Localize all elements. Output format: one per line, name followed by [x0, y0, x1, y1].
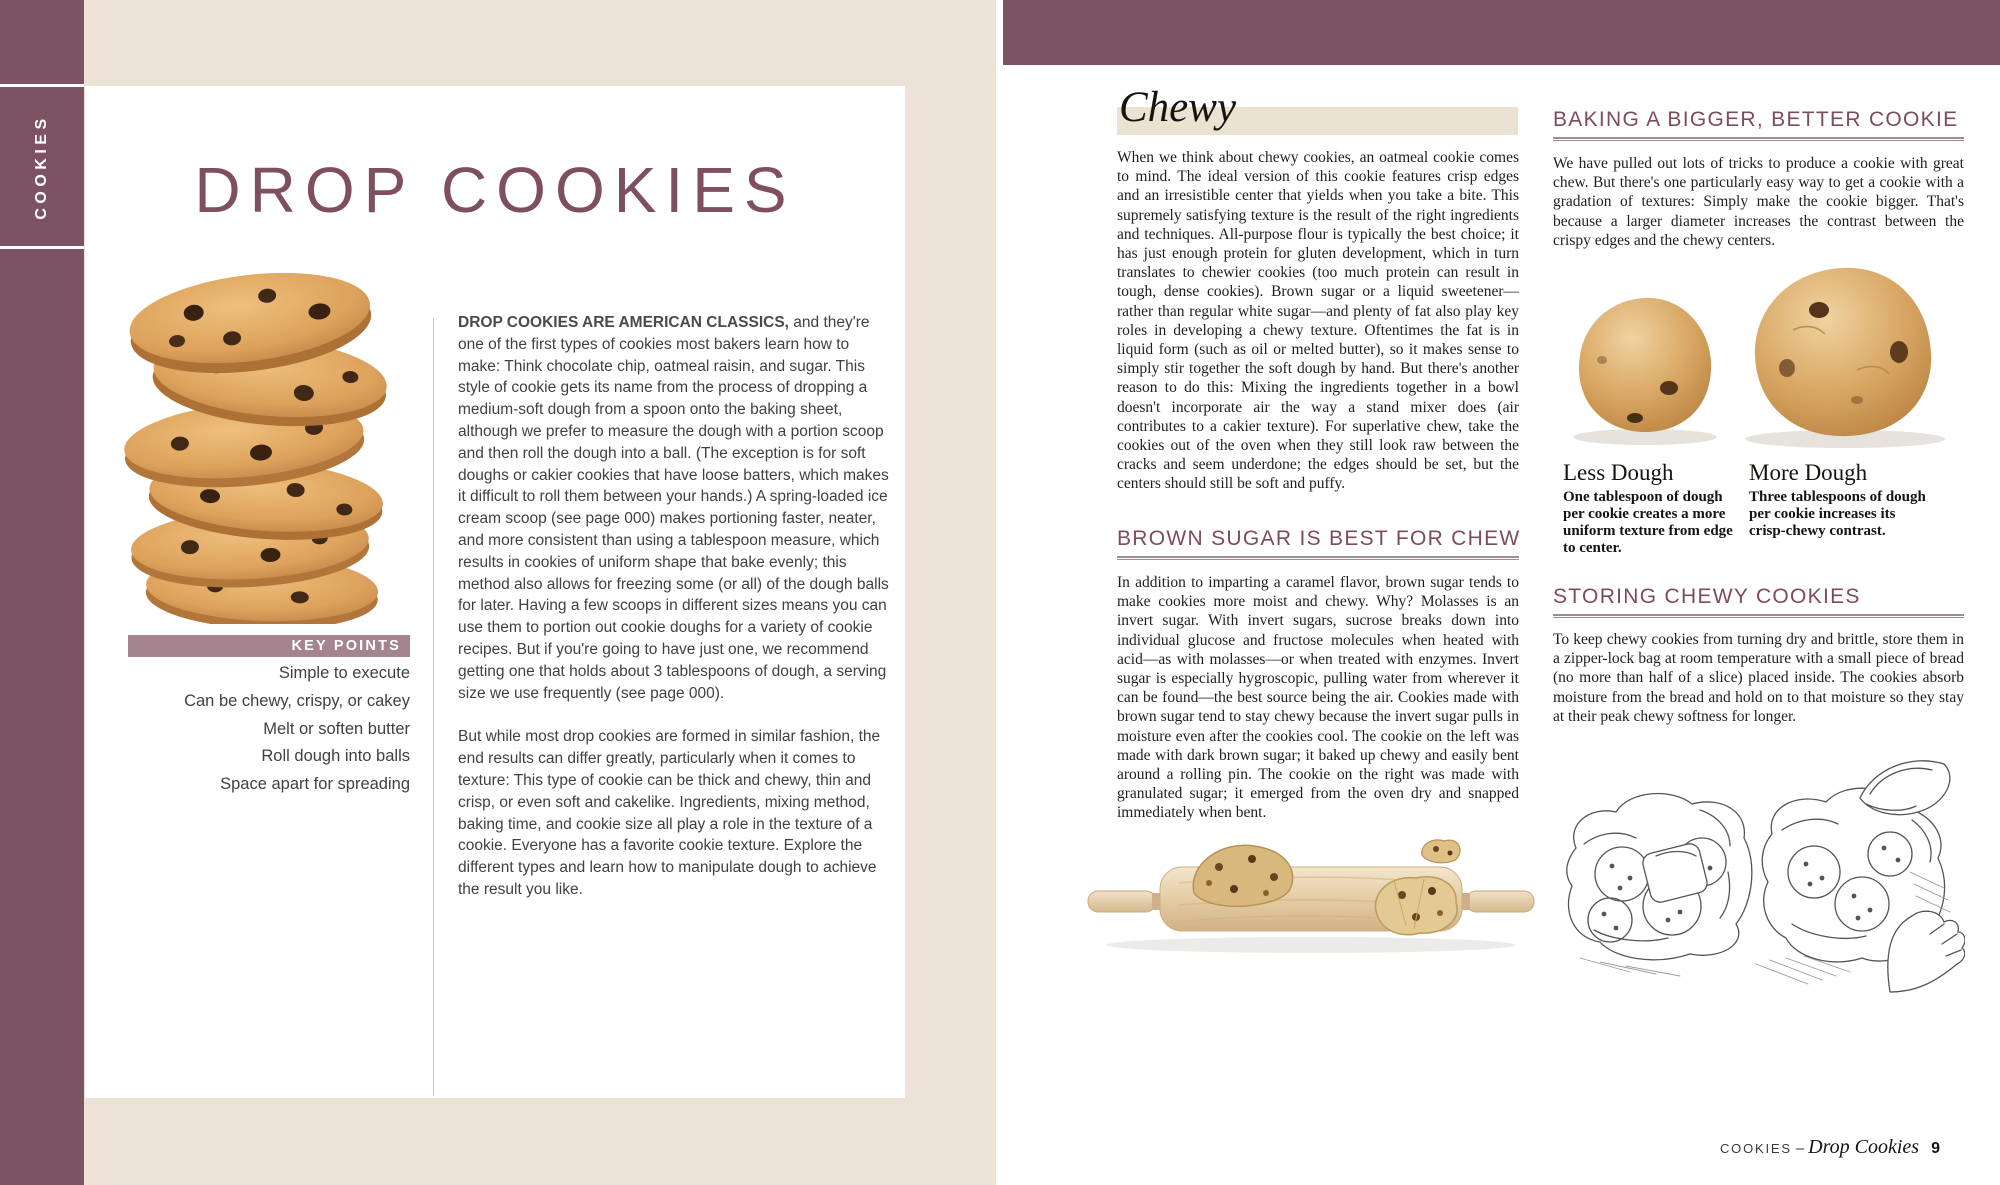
footer-page-number: 9 [1931, 1140, 1940, 1157]
intro-lead-text: DROP COOKIES ARE AMERICAN CLASSICS, [458, 314, 789, 331]
key-point-item: Melt or soften butter [263, 719, 410, 738]
key-point-item: Roll dough into balls [261, 747, 410, 766]
cookie-crumb [1422, 840, 1460, 863]
dough-ball-large [1755, 268, 1931, 436]
subsection-heading-baking-bigger: BAKING A BIGGER, BETTER COOKIE [1553, 108, 1959, 131]
intro-body-text: and they're one of the first types of cookies most bakers learn how to make: Think chocolate chip, oatmeal raisin, and sugar. This style of cookie gets its name from the process of dropping a medium-soft dough from a spoon onto the baking sheet, although we prefer to measure the dough with a portion scoop and then roll the dough into a ball. (The exception is for soft doughs or cakier cookies that have loose batters, which makes it difficult to roll them between your hands.) A spring-loaded ice cream scoop (see page 000) makes portioning faster, neater, and more consistent than using a tablespoon measure, which results in cookies of uniform shape that bake evenly; this method also allows for freezing some (or all) of the dough balls for later. Having a few scoops in different sizes means you can use them to portion out cookie doughs for a variety of cookie recipes. But if you're going to have just one, we recommend getting one that holds about 3 tablespoons of dough, a serving size we use frequently (see page 000). [458, 314, 889, 702]
sidebar-chapter-label: COOKIES [33, 114, 50, 220]
chewy-intro-paragraph: When we think about chewy cookies, an oatmeal cookie comes to mind. The ideal version of this cookie features crisp edges and an irresistible center that yields when you take a bite. This supremely satisfying texture is the result of the right ingredients and techniques. All-purpose flour is typically the best choice; it has just enough protein for gluten development, which in turn translates to chewier cookies (too much protein can result in tough, dense cookies). Brown sugar or a liquid sweetener—rather than regular white sugar—and plenty of fat also play key roles in developing a chewy texture. Oftentimes the fat is in liquid form (such as oil or melted butter), so it makes sense to simply stir together the soft dough by hand. But there's another reason to do this: Mixing the ingredients together in a bowl doesn't incorporate air the way a stand mixer does (air contributes to a cakier texture). For superlative chew, take the cookies out of the oven when they still look raw between the cracks and seem underdone; the edges should be set, but the centers should still be soft and puffy. [1117, 149, 1519, 493]
heading-rule [1117, 556, 1519, 560]
caption-title: More Dough [1749, 460, 1868, 485]
brown-sugar-paragraph: In addition to imparting a caramel flavor, brown sugar tends to make cookies more moist and chewy. Why? Molasses is an invert sugar. With invert sugars, sucrose breaks down into individual glucose and fructose molecules when heated with acid—as with molasses—or when treated with enzymes. Invert sugar is especially hygroscopic, pulling water from wherever it can be found—the best source being the air. Cookies made with brown sugar tend to stay chewy because the invert sugar pulls in moisture even after the cookies cool. The cookie on the left was made with dark brown sugar; it baked up chewy and easily bent around a rolling pin. The cookie on the right was made with granulated sugar; it emerged from the oven dry and snapped immediately when bent. [1117, 574, 1519, 822]
footer-separator: – [1795, 1140, 1805, 1157]
right-page-header-bar [1003, 0, 2000, 65]
footer-chapter-label: Drop Cookies [1808, 1136, 1920, 1158]
column-divider [433, 318, 434, 1096]
key-point-item: Space apart for spreading [220, 775, 410, 794]
chewy-bent-cookie [1193, 845, 1292, 906]
key-points-list [95, 660, 410, 799]
storing-paragraph: To keep chewy cookies from turning dry and brittle, store them in a zipper-lock bag at room temperature with a small piece of bread (no more than half of a slice) placed inside. The cookies absorb moisture from the bread and hold on to that moisture so they stay at their peak chewy softness for longer. [1553, 631, 1964, 725]
intro-paragraph [458, 312, 892, 704]
footer-section-label: COOKIES [1719, 1141, 1792, 1156]
heading-rule [1553, 137, 1964, 141]
intro-text-column [458, 312, 892, 923]
heading-rule [1553, 614, 1964, 618]
subsection-heading-storing: STORING CHEWY COOKIES [1553, 585, 1861, 608]
dough-balls-photo [1557, 260, 1959, 452]
rolling-pin-cookies-photo [1084, 833, 1538, 957]
sidebar-divider-bottom [0, 246, 84, 249]
key-points-header: KEY POINTS [128, 635, 410, 657]
subsection-heading-brown-sugar: BROWN SUGAR IS BEST FOR CHEW [1117, 527, 1521, 550]
dough-ball-small [1579, 298, 1711, 432]
sidebar-divider-top [0, 84, 84, 87]
caption-title: Less Dough [1563, 460, 1674, 485]
key-point-item: Can be chewy, crispy, or cakey [184, 691, 410, 710]
caption-less-dough [1563, 460, 1735, 557]
snapped-cookie-piece [1375, 877, 1457, 935]
caption-body: One tablespoon of dough per cookie creates a more uniform texture from edge to center. [1563, 489, 1733, 557]
key-point-item: Simple to execute [278, 664, 410, 682]
page-title: DROP COOKIES [194, 154, 796, 226]
page-footer [1720, 1136, 1940, 1159]
section-title: Chewy [1119, 84, 1237, 131]
cookie-stack-photo [120, 258, 404, 624]
baking-bigger-paragraph: We have pulled out lots of tricks to produce a cookie with great chew. But there's one particularly easy way to get a cookie with a gradation of textures: Simply make the cookie bigger. That's because a larger diameter increases the contrast between the crispy edges and the chewy centers. [1553, 155, 1964, 249]
caption-body: Three tablespoons of dough per cookie increases its crisp-chewy contrast. [1749, 489, 1926, 540]
caption-more-dough [1749, 460, 1935, 540]
intro-paragraph-2: But while most drop cookies are formed in similar fashion, the end results can differ greatly, particularly when it comes to texture: This type of cookie can be thick and chewy, thin and crisp, or even soft and cakelike. Ingredients, mixing method, baking time, and cookie size all play a role in the texture of a cookie. Everyone has a favorite cookie texture. Explore the different types and learn how to manipulate dough to achieve the result you like. [458, 728, 881, 898]
storing-bags-illustration [1560, 752, 1965, 994]
